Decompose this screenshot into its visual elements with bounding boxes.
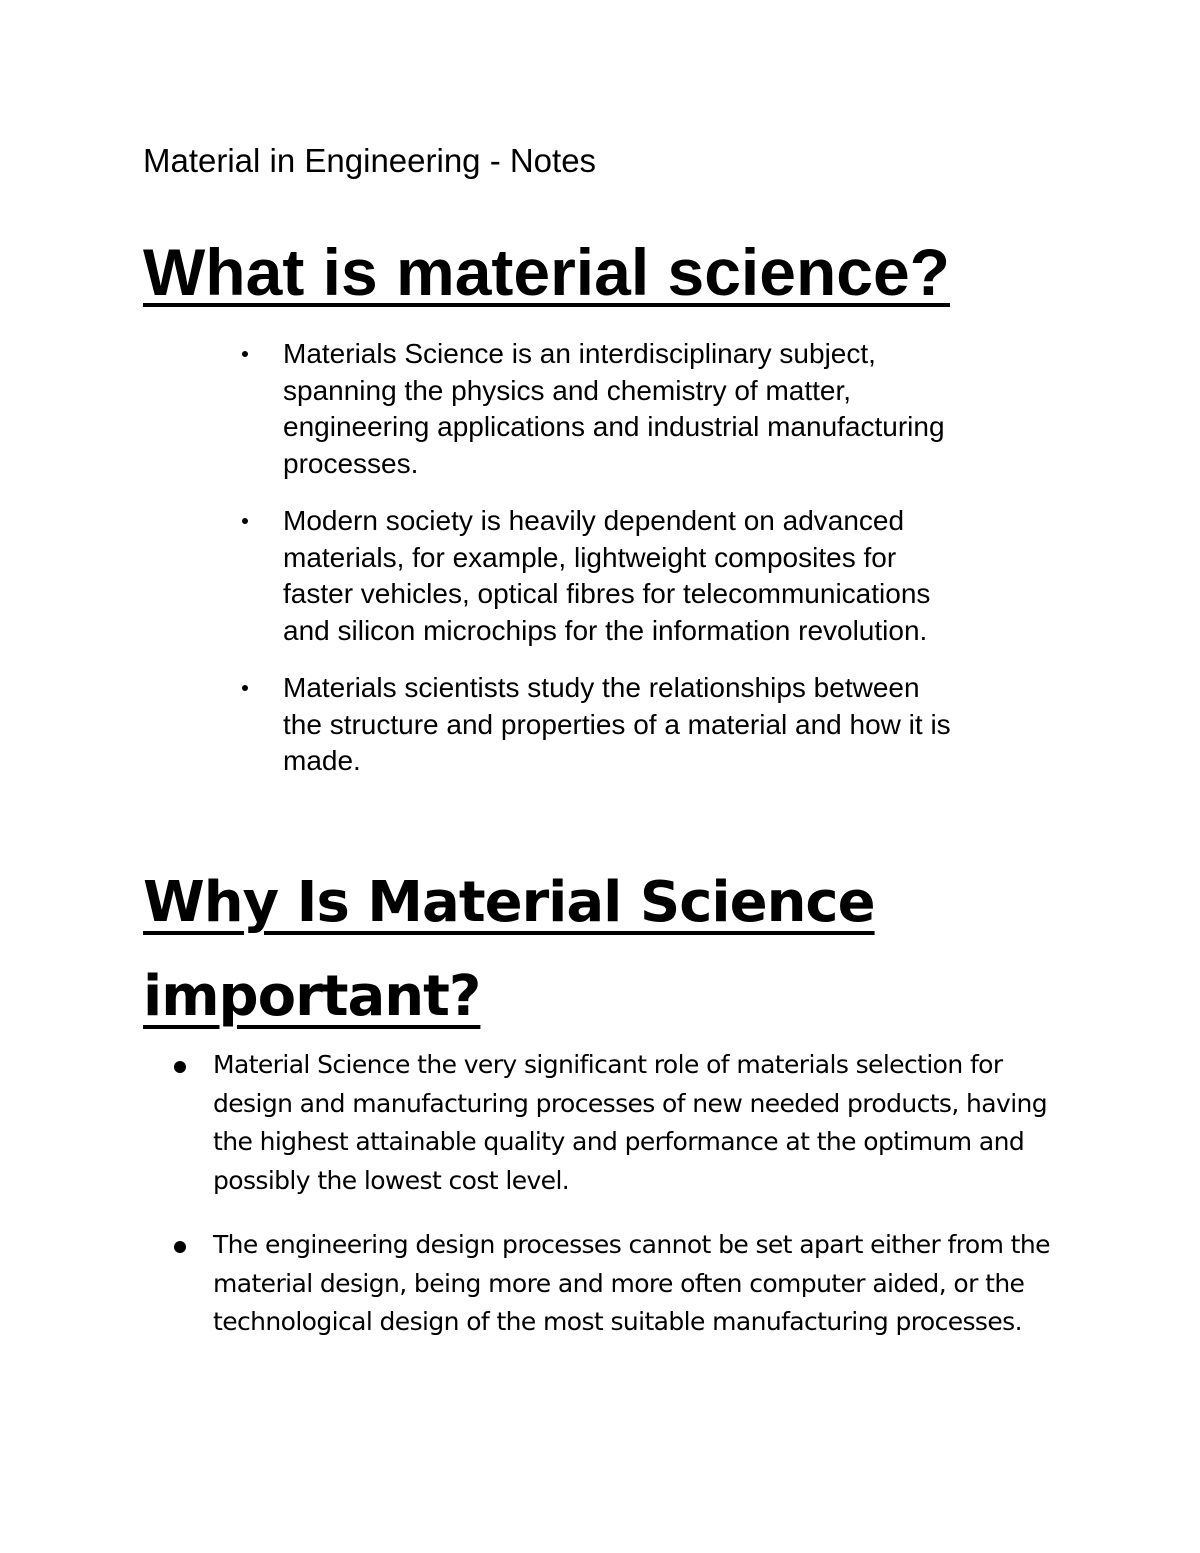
section2-heading (143, 856, 1043, 1044)
list-item-text: Materials scientists study the relationships between the structure and properties of a material and how it is made. (283, 672, 951, 776)
section1-bullet-list (240, 336, 960, 801)
document-title: Material in Engineering - Notes (143, 142, 597, 179)
bullet-icon (242, 518, 248, 524)
list-item-text: Material Science the very significant role of materials selection for design and manufacturing processes of new needed products, having the highest attainable quality and performance at the optimum and possibly the lowest cost level. (213, 1050, 1048, 1195)
list-item (170, 1226, 1070, 1342)
list-item-text: The engineering design processes cannot be set apart either from the material design, being more and more often computer aided, or the technological design of the most suitable manufacturing processes. (213, 1230, 1050, 1336)
list-item-text: Modern society is heavily dependent on advanced materials, for example, lightweight composites for faster vehicles, optical fibres for telecommunications and silicon microchips for the information revolution. (283, 505, 931, 646)
list-item (240, 336, 960, 482)
list-item (170, 1046, 1070, 1200)
bullet-icon (242, 351, 248, 357)
list-item (240, 670, 960, 780)
section1-heading: What is material science? (143, 235, 950, 309)
bullet-icon (174, 1061, 186, 1073)
section2-bullet-list (170, 1046, 1070, 1368)
bullet-icon (242, 685, 248, 691)
bullet-icon (174, 1241, 186, 1253)
list-item-text: Materials Science is an interdisciplinary subject, spanning the physics and chemistry of matter, engineering applications and industrial manufacturing processes. (283, 338, 945, 479)
list-item (240, 503, 960, 649)
section2-heading-text: Why Is Material Science important? (143, 870, 875, 1029)
